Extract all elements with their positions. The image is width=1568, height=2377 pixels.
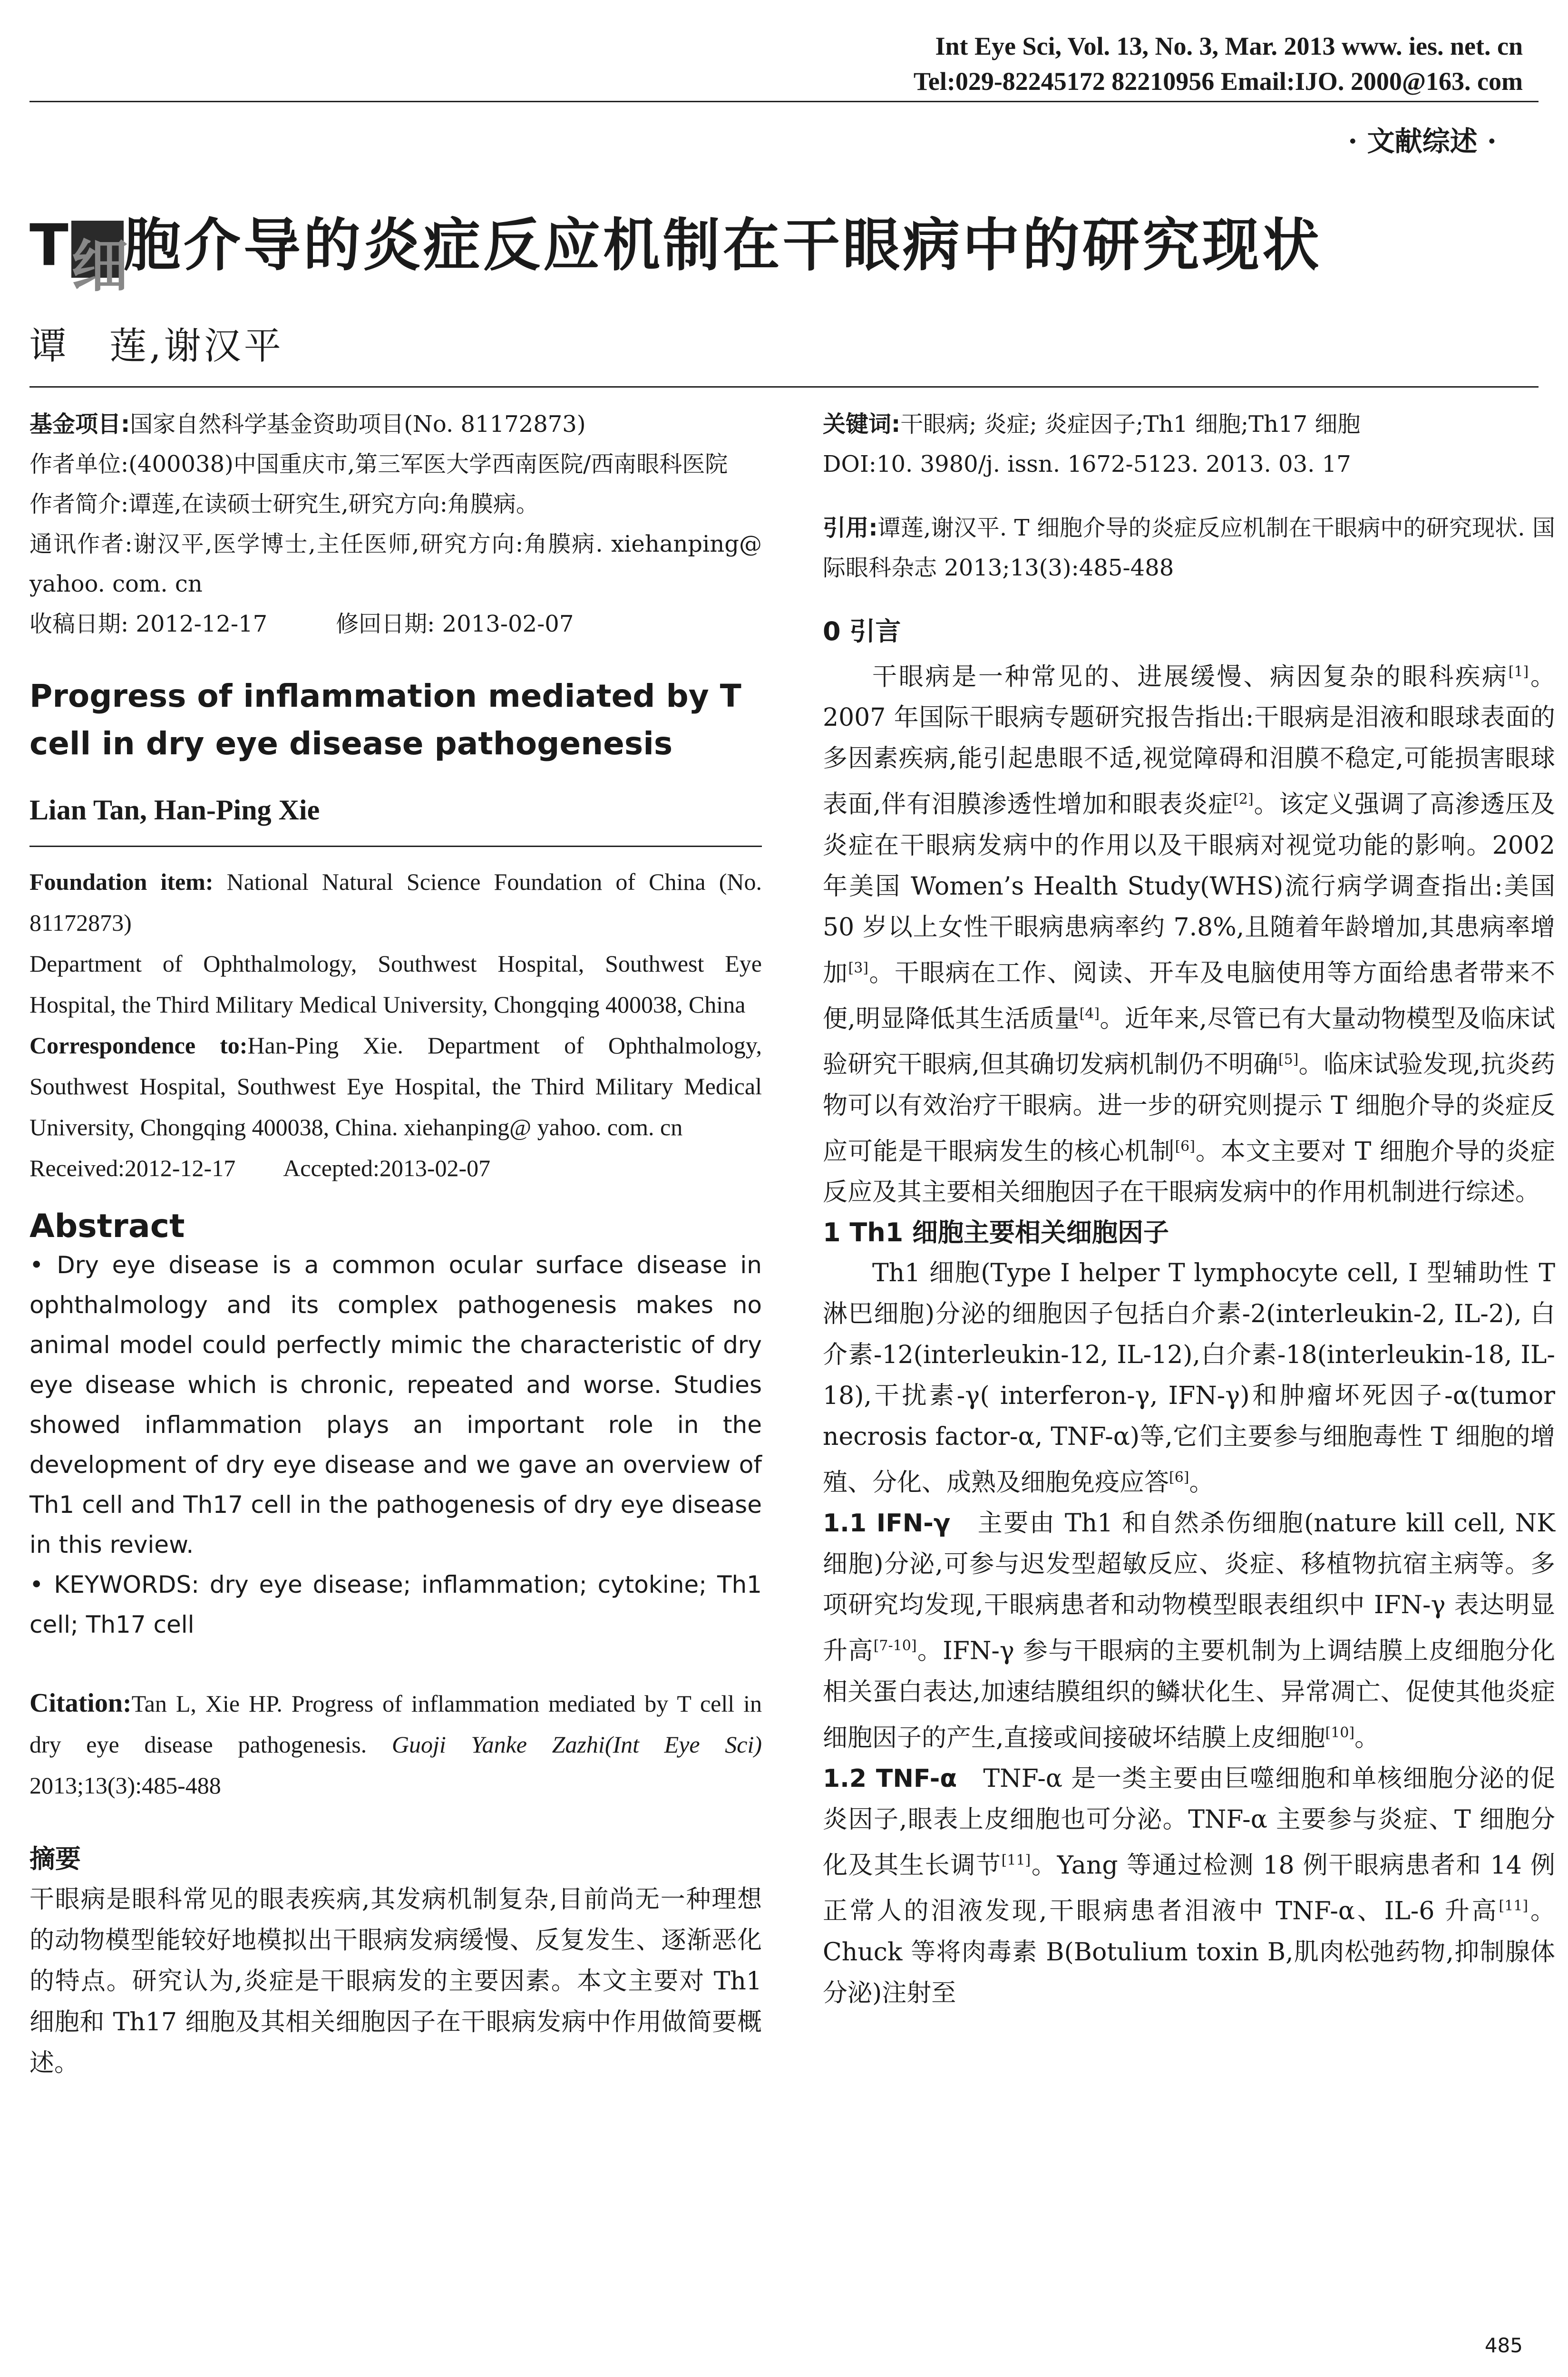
correspondence: Correspondence to:Han-Ping Xie. Department of Ophthalmology, Southwest Hospital, Southwest Eye Hospital, the Third Military Medical University, Chongqing 400038, China. xiehanping@ yahoo. com. cn <box>29 1032 762 1140</box>
zh-abstract-heading: 摘要 <box>29 1844 81 1874</box>
zh-abstract-text: 干眼病是眼科常见的眼表疾病,其发病机制复杂,目前尚无一种理想的动物模型能较好地模拟出干眼病发病缓慢、反复发生、逐渐恶化的特点。研究认为,炎症是干眼病发的主要因素。本文主要对 Th1 细胞和 Th17 细胞及其相关细胞因子在干眼病发病中作用做简要概述。 <box>29 1885 762 2077</box>
foundation-item: Foundation item: National Natural Science Foundation of China (No. 81172873) <box>29 868 762 936</box>
citation-en: Citation:Tan L, Xie HP. Progress of inflammation mediated by T cell in dry eye disease pathogenesis. Guoji Yanke Zazhi(Int Eye Sci) 2013;13(3):485-488 <box>29 1688 762 1799</box>
abstract-heading: Abstract <box>29 1208 185 1245</box>
corr-line: 通讯作者:谢汉平,医学博士,主任医师,研究方向:角膜病. xiehanping@ yahoo. com. cn <box>29 531 762 597</box>
left-column <box>29 404 762 2084</box>
english-title: Progress of inflammation mediated by T cell in dry eye disease pathogenesis <box>29 678 741 762</box>
authors-cn: 谭 莲,谢汉平 <box>29 325 284 368</box>
department: Department of Ophthalmology, Southwest Hospital, Southwest Eye Hospital, the Third Military Medical University, Chongqing 400038, China <box>29 950 762 1018</box>
doi-line: DOI:10. 3980/j. issn. 1672-5123. 2013. 03. 17 <box>823 451 1351 477</box>
right-column <box>823 404 1555 2014</box>
journal-citation-line: Int Eye Sci, Vol. 13, No. 3, Mar. 2013 www. ies. net. cn <box>935 32 1523 60</box>
cite-cn: 引用:谭莲,谢汉平. T 细胞介导的炎症反应机制在干眼病中的研究现状. 国际眼科杂志 2013;13(3):485-488 <box>823 515 1555 581</box>
english-authors: Lian Tan, Han-Ping Xie <box>29 794 320 826</box>
journal-contact-line: Tel:029-82245172 82210956 Email:IJO. 2000@163. com <box>913 67 1523 96</box>
page-number: 485 <box>1484 2334 1523 2357</box>
ifn-paragraph: 1.1 IFN-γ 主要由 Th1 和自然杀伤细胞(nature kill cell, NK 细胞)分泌,可参与迟发型超敏反应、炎症、移植物抗宿主病等。多项研究均发现,干眼病患者和动物模型眼表组织中 IFN-γ 表达明显升高[7-10]。IFN-γ 参与干眼病的主要机制为上调结膜上皮细胞分化相关蛋白表达,加速结膜组织的鳞状化生、异常凋亡、促使其他炎症细胞因子的产生,直接或间接破坏结膜上皮细胞[10]。 <box>823 1509 1555 1752</box>
title-boxed-char: 细 <box>71 221 124 278</box>
intro-line: 作者简介:谭莲,在读硕士研究生,研究方向:角膜病。 <box>29 491 539 517</box>
section-0-heading: 0 引言 <box>823 616 901 646</box>
section-1-heading: 1 Th1 细胞主要相关细胞因子 <box>823 1217 1169 1247</box>
header-rule <box>29 101 1539 102</box>
dates-line: 收稿日期: 2012-12-17 修回日期: 2013-02-07 <box>29 611 574 637</box>
english-author-rule <box>29 827 762 847</box>
title-rest: 胞介导的炎症反应机制在干眼病中的研究现状 <box>123 213 1322 279</box>
title-rule <box>29 386 1539 388</box>
section-tag: · 文献综述 · <box>1348 125 1497 157</box>
fund-line: 基金项目:国家自然科学基金资助项目(No. 81172873) <box>29 411 586 438</box>
tnf-paragraph: 1.2 TNF-α TNF-α 是一类主要由巨噬细胞和单核细胞分泌的促炎因子,眼表上皮细胞也可分泌。TNF-α 主要参与炎症、T 细胞分化及其生长调节[11]。Yang 等通过检测 18 例干眼病患者和 14 例正常人的泪液发现,干眼病患者泪液中 TNF-α、IL-6 升高[11]。Chuck 等将肉毒素 B(Botulium toxin B,肌肉松弛药物,抑制腺体分泌)注射至 <box>823 1764 1555 2007</box>
intro-paragraph: 干眼病是一种常见的、进展缓慢、病因复杂的眼科疾病[1]。2007 年国际干眼病专题研究报告指出:干眼病是泪液和眼球表面的多因素疾病,能引起患眼不适,视觉障碍和泪膜不稳定,可能损害眼球表面,伴有泪膜渗透性增加和眼表炎症[2]。该定义强调了高渗透压及炎症在干眼病发病中的作用以及干眼病对视觉功能的影响。2002 年美国 Women’s Health Study(WHS)流行病学调查指出:美国 50 岁以上女性干眼病患病率约 7.8%,且随着年龄增加,其患病率增加[3]。干眼病在工作、阅读、开车及电脑使用等方面给患者带来不便,明显降低其生活质量[4]。近年来,尽管已有大量动物模型及临床试验研究干眼病,但其确切发病机制仍不明确[5]。临床试验发现,抗炎药物可以有效治疗干眼病。进一步的研究则提示 T 细胞介导的炎症反应可能是干眼病发生的核心机制[6]。本文主要对 T 细胞介导的炎症反应及其主要相关细胞因子在干眼病发病中的作用机制进行综述。 <box>823 662 1555 1207</box>
page-title <box>29 200 1322 300</box>
keywords-cn: 关键词:干眼病; 炎症; 炎症因子;Th1 细胞;Th17 细胞 <box>823 411 1361 438</box>
journal-header <box>914 29 1523 99</box>
abstract-text: • Dry eye disease is a common ocular surface disease in ophthalmology and its complex pathogenesis makes no animal model could perfectly mimic the characteristic of dry eye disease which is chronic, repeated and worse. Studies showed inflammation plays an important role in the development of dry eye disease and we gave an overview of Th1 cell and Th17 cell in the pathogenesis of dry eye disease in this review. <box>29 1251 762 1559</box>
th1-paragraph: Th1 细胞(Type I helper T lymphocyte cell, I 型辅助性 T 淋巴细胞)分泌的细胞因子包括白介素-2(interleukin-2, IL-2), 白介素-12(interleukin-12, IL-12),白介素-18(interleukin-18, IL-18),干扰素-γ( interferon-γ, IFN-γ)和肿瘤坏死因子-α(tumor necrosis factor-α, TNF-α)等,它们主要参与细胞毒性 T 细胞的增殖、分化、成熟及细胞免疫应答[6]。 <box>823 1258 1555 1497</box>
keywords-en: • KEYWORDS: dry eye disease; inflammation; cytokine; Th1 cell; Th17 cell <box>29 1571 762 1638</box>
received-accepted: Received:2012-12-17 Accepted:2013-02-07 <box>29 1155 491 1181</box>
title-prefix: T <box>29 213 71 279</box>
unit-line: 作者单位:(400038)中国重庆市,第三军医大学西南医院/西南眼科医院 <box>29 451 728 477</box>
